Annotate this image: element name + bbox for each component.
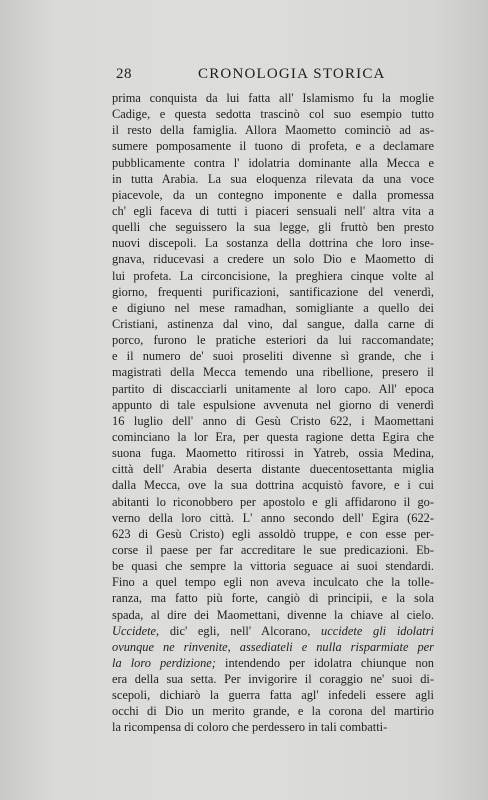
text-line: la ricompensa di coloro che perdessero in tali combatti- — [112, 720, 388, 735]
running-head: CRONOLOGIA STORICA — [198, 66, 386, 82]
text-line: nuovi discepoli. La sostanza della dottrina che loro inse- — [112, 236, 434, 251]
text-line: ch' egli faceva di tutti i piaceri sensuali nell' altra vita a — [112, 203, 434, 218]
text-line: era della sua setta. Per invigorire il coraggio ne' suoi di- — [112, 672, 434, 687]
text-line: verno della loro città. L' anno secondo dell' Egira (622- — [112, 510, 434, 525]
text-line: e digiuno nel mese ramadhan, somigliante a quello dei — [112, 300, 434, 315]
text-line: sumere pomposamente il tuono di profeta, e a declamare — [112, 139, 434, 154]
text-line: dalla Mecca, ove la sua dottrina acquistò favore, e i cui — [112, 478, 434, 493]
text-line: città dell' Arabia deserta distante duecentosettanta miglia — [112, 462, 434, 477]
italic-text: la loro perdizione; — [112, 655, 216, 670]
text-line — [112, 655, 434, 671]
text-line: magistrati della Mecca temendo una ribellione, presero il — [112, 365, 434, 380]
text-line: occhi di Dio un merito grande, e la corona del martirio — [112, 704, 434, 719]
text-line: Cristiani, astinenza dal vino, dal sangue, dalla carne di — [112, 316, 434, 331]
text-line: prima conquista da lui fatta all' Islamismo fu la moglie — [112, 91, 434, 105]
page-number: 28 — [116, 66, 132, 82]
text-line: corse il paese per far accreditare le sue predicazioni. Eb- — [112, 542, 434, 557]
text-line: Cadige, e questa sedotta trascinò col suo esempio tutto — [112, 107, 434, 122]
text-line: ranza, ma fatto più forte, cangiò di principii, e la sola — [112, 591, 434, 606]
text-line: 16 luglio dell' anno di Gesù Cristo 622, i Maomettani — [112, 413, 434, 428]
text-run: , dic' egli, nell' Alcorano, — [156, 623, 322, 638]
text-line: cominciano la lor Era, per questa ragione detta Egira che — [112, 429, 434, 444]
text-line: porco, furono le pratiche esteriori da lui raccomandate; — [112, 333, 434, 348]
text-line: quelli che seguissero la sua legge, gli fruttò ben presto — [112, 220, 434, 235]
text-line: e il numero de' suoi proseliti divenne sì grande, che i — [112, 349, 434, 364]
text-line: in tutta Arabia. La sua eloquenza rilevata da una voce — [112, 171, 434, 186]
page-header — [110, 66, 432, 86]
body-text — [112, 90, 434, 736]
text-run: intendendo per idolatra chiunque non — [215, 655, 434, 670]
text-line: be quasi che sempre la vittoria seguace ai suoi stendardi. — [112, 559, 434, 574]
text-line: spada, al dire dei Maomettani, divenne la chiave al cielo. — [112, 607, 434, 622]
text-line: suona fuga. Maometto ritirossi in Yatreb, ossia Medina, — [112, 446, 434, 461]
italic-text: ovunque ne rinvenite, assediateli e nulla risparmiate per — [112, 639, 434, 654]
text-line: piacevole, da un contegno imponente e dalla promessa — [112, 187, 434, 202]
text-line: Fino a quel tempo egli non aveva inculcato che la tolle- — [112, 575, 434, 590]
text-line: scepoli, dichiarò la guerra fatta agl' infedeli essere agli — [112, 688, 434, 703]
text-line: partito di discacciarli unitamente al loro capo. All' epoca — [112, 381, 434, 396]
text-line: lui profeta. La circoncisione, la preghiera cinque volte al — [112, 268, 434, 283]
text-line — [112, 623, 434, 639]
italic-text: uccidete gli idolatri — [321, 623, 434, 638]
text-line — [112, 639, 434, 655]
text-line: gnava, riducevasi a credere un solo Dio e Maometto di — [112, 252, 434, 267]
text-line: 623 di Gesù Cristo) egli assoldò truppe, e con esse per- — [112, 526, 434, 541]
italic-text: Uccidete — [112, 623, 157, 638]
text-line: giorno, frequenti purificazioni, santificazione del venerdì, — [112, 284, 434, 299]
text-line: il resto della famiglia. Allora Maometto cominciò ad as- — [112, 123, 434, 138]
text-line: pubblicamente contra l' idolatria dominante alla Mecca e — [112, 155, 434, 170]
text-line: abitanti lo riconobbero per apostolo e gli affidarono il go- — [112, 494, 434, 509]
text-line: appunto di tale espulsione avvenuta nel giorno di venerdì — [112, 397, 434, 412]
